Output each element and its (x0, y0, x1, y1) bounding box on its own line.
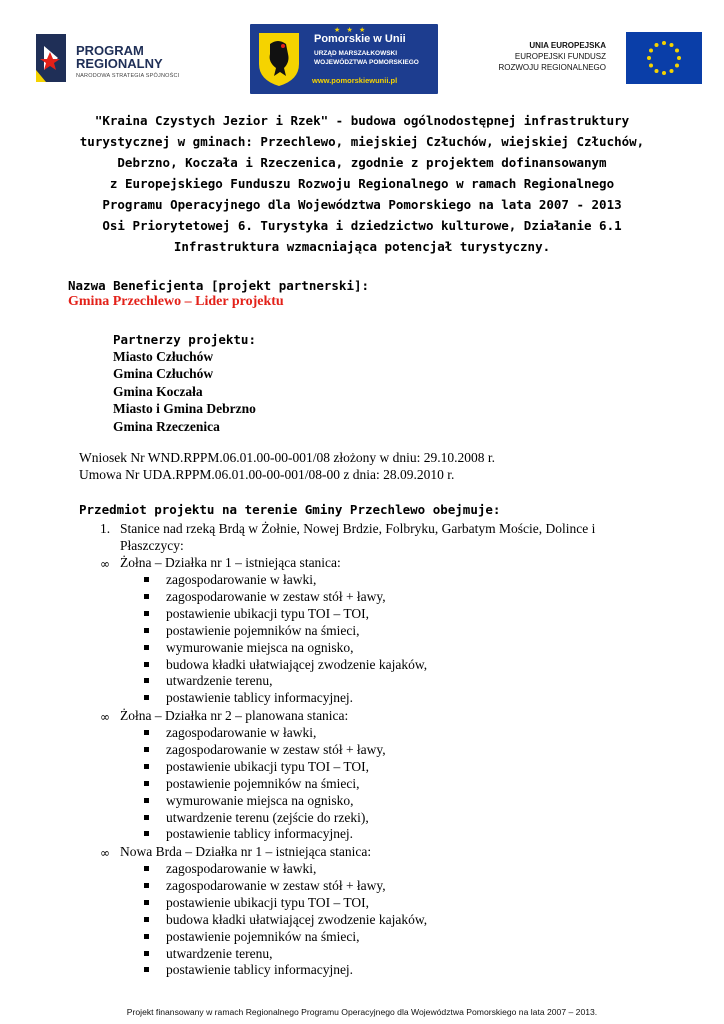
task-item: zagospodarowanie w ławki, (144, 861, 427, 878)
eu-logo-line1: UNIA EUROPEJSKA (529, 41, 606, 50)
program-logo-line1: PROGRAM (76, 43, 144, 58)
program-star-icon (32, 30, 70, 86)
footer-note: Projekt finansowany w ramach Regionalnego Programu Operacyjnego dla Województwa Pomorskiego na lata 2007 – 2013. (126, 1007, 598, 1017)
eu-logo-line3: ROZWOJU REGIONALNEGO (498, 63, 606, 72)
beneficiary-label: Nazwa Beneficjenta [projekt partnerski]: (68, 278, 370, 293)
task-item: wymurowanie miejsca na ognisko, (144, 640, 427, 657)
eu-star-icon (662, 71, 666, 75)
logo-header (22, 22, 702, 102)
task-item: postawienie pojemników na śmieci, (144, 623, 427, 640)
task-item: budowa kładki ułatwiającej zwodzenie kajaków, (144, 657, 427, 674)
title-line: "Kraina Czystych Jezior i Rzek" - budowa ogólnodostępnej infrastruktury (94, 113, 630, 128)
partner-item: Gmina Człuchów (113, 366, 214, 382)
infinity-bullet-icon: ∞ (100, 557, 110, 571)
partners-label: Partnerzy projektu: (113, 332, 256, 347)
partner-item: Miasto Człuchów (113, 349, 214, 364)
project-title (70, 110, 654, 257)
eu-star-icon (677, 56, 681, 60)
eu-logo-line2: EUROPEJSKI FUNDUSZ (514, 52, 606, 61)
task-item: postawienie pojemników na śmieci, (144, 929, 427, 946)
partners-list (113, 348, 256, 435)
eu-star-icon (655, 43, 659, 47)
eu-star-icon (647, 56, 651, 60)
beneficiary-value: Gmina Przechlewo – Lider projektu (68, 294, 284, 309)
scope-point-number: 1. (100, 521, 111, 536)
task-item: wymurowanie miejsca na ognisko, (144, 793, 386, 810)
site-heading: Nowa Brda – Działka nr 1 – istniejąca stanica: (120, 844, 372, 859)
partner-item: Miasto i Gmina Debrzno (113, 401, 256, 417)
eu-star-icon (662, 41, 666, 45)
task-item: zagospodarowanie w zestaw stół + ławy, (144, 878, 427, 895)
program-logo-line2: REGIONALNY (76, 56, 163, 71)
task-item: postawienie ubikacji typu TOI – TOI, (144, 759, 386, 776)
pomorskie-logo-line2: WOJEWÓDZTWA POMORSKIEGO (314, 59, 419, 66)
task-item: postawienie pojemników na śmieci, (144, 776, 386, 793)
site-heading: Żołna – Działka nr 1 – istniejąca stanica: (120, 555, 341, 570)
infinity-bullet-icon: ∞ (100, 846, 110, 860)
title-line: Programu Operacyjnego dla Województwa Pomorskiego na lata 2007 - 2013 (102, 197, 622, 212)
title-line: turystycznej w gminach: Przechlewo, miejskiej Człuchów, wiejskiej Człuchów, (79, 134, 645, 149)
task-item: utwardzenie terenu, (144, 946, 427, 963)
scope-heading: Przedmiot projektu na terenie Gminy Przechlewo obejmuje: (79, 502, 501, 517)
application-number: Wniosek Nr WND.RPPM.06.01.00-00-001/08 złożony w dniu: 29.10.2008 r. (79, 450, 495, 465)
pomorskie-logo-url: www.pomorskiewunii.pl (312, 76, 398, 85)
site-heading: Żołna – Działka nr 2 – planowana stanica: (120, 708, 349, 723)
task-item: postawienie tablicy informacyjnej. (144, 962, 427, 979)
title-line: Debrzno, Koczała i Rzeczenica, zgodnie z projektem dofinansowanym (117, 155, 607, 170)
title-line: z Europejskiego Funduszu Rozwoju Regionalnego w ramach Regionalnego (109, 176, 615, 191)
task-item: postawienie ubikacji typu TOI – TOI, (144, 895, 427, 912)
eu-star-icon (649, 49, 653, 53)
pomorskie-w-unii-logo (250, 24, 438, 94)
agreement-number: Umowa Nr UDA.RPPM.06.01.00-00-001/08-00 z dnia: 28.09.2010 r. (79, 467, 455, 482)
task-item: zagospodarowanie w ławki, (144, 572, 427, 589)
griffin-shield-icon (256, 30, 302, 88)
eu-star-icon (670, 69, 674, 73)
eu-flag-icon (626, 32, 702, 84)
task-item: zagospodarowanie w zestaw stół + ławy, (144, 742, 386, 759)
eu-star-icon (649, 64, 653, 68)
pomorskie-stars-icon: ★ ★ ★ (334, 26, 368, 34)
title-line: Osi Priorytetowej 6. Turystyka i dziedzictwo kulturowe, Działanie 6.1 (102, 218, 622, 233)
task-item: utwardzenie terenu (zejście do rzeki), (144, 810, 386, 827)
eu-star-icon (675, 49, 679, 53)
site-task-list (144, 861, 427, 979)
eu-star-icon (675, 64, 679, 68)
site-task-list (144, 725, 386, 843)
scope-point-line1: Stanice nad rzeką Brdą w Żołnie, Nowej Brdzie, Folbryku, Garbatym Moście, Dolince i (120, 521, 596, 536)
task-item: utwardzenie terenu, (144, 673, 427, 690)
title-line: Infrastruktura wzmacniająca potencjał turystyczny. (173, 239, 551, 254)
partner-item: Gmina Koczała (113, 383, 203, 399)
eu-logo (482, 32, 702, 92)
program-regionalny-logo (32, 30, 212, 86)
pomorskie-logo-line1: URZĄD MARSZAŁKOWSKI (314, 50, 398, 57)
pomorskie-logo-title: Pomorskie w Unii (314, 33, 406, 45)
task-item: postawienie ubikacji typu TOI – TOI, (144, 606, 427, 623)
task-item: zagospodarowanie w zestaw stół + ławy, (144, 589, 427, 606)
task-item: budowa kładki ułatwiającej zwodzenie kajaków, (144, 912, 427, 929)
scope-point-line2: Płaszczycy: (120, 538, 184, 553)
site-task-list (144, 572, 427, 707)
eu-star-icon (655, 69, 659, 73)
program-logo-subtitle: NARODOWA STRATEGIA SPÓJNOŚCI (76, 73, 180, 79)
eu-star-icon (670, 43, 674, 47)
infinity-bullet-icon: ∞ (100, 710, 110, 724)
partner-item: Gmina Rzeczenica (113, 418, 220, 434)
task-item: postawienie tablicy informacyjnej. (144, 690, 427, 707)
task-item: postawienie tablicy informacyjnej. (144, 826, 386, 843)
task-item: zagospodarowanie w ławki, (144, 725, 386, 742)
